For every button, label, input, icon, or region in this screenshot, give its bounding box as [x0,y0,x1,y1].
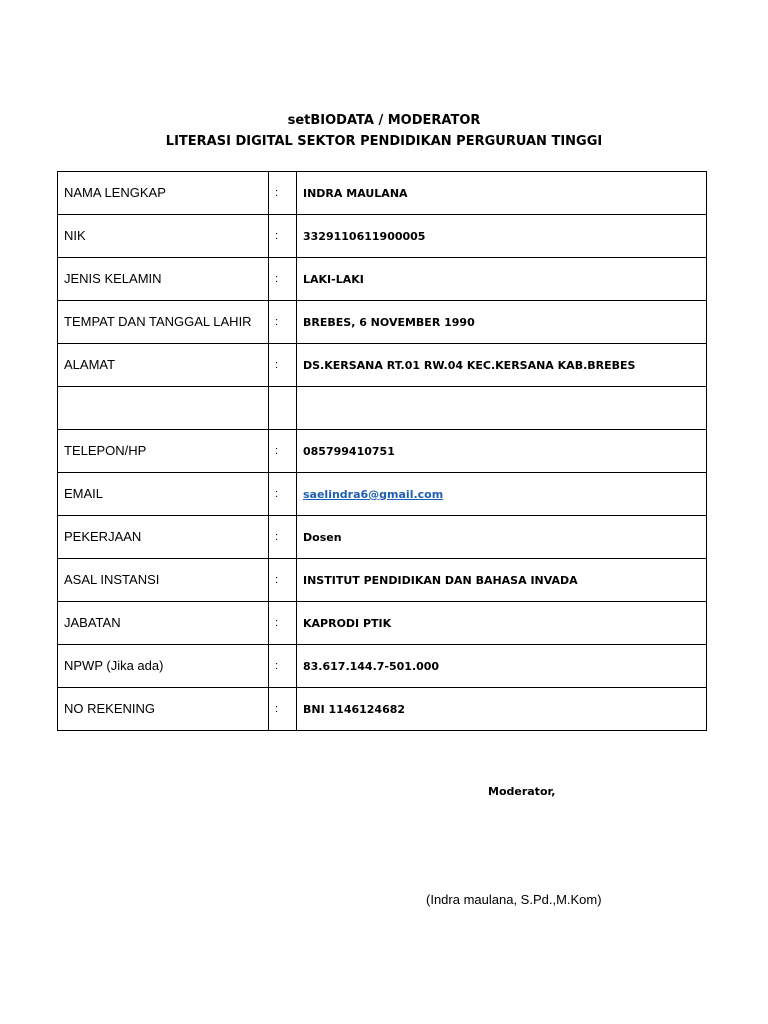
row-colon: : [269,215,297,258]
table-row-alamat [58,344,707,387]
table-row-empty [58,387,707,430]
row-label: NO REKENING [58,688,269,731]
row-colon: : [269,258,297,301]
row-value [297,387,707,430]
title-line-2: LITERASI DIGITAL SEKTOR PENDIDIKAN PERGURUAN TINGGI [165,134,603,149]
row-colon-empty [269,387,297,430]
row-colon: : [269,516,297,559]
row-label: NIK [58,215,269,258]
email-link[interactable]: saelindra6@gmail.com [303,487,444,501]
row-value: INSTITUT PENDIDIKAN DAN BAHASA INVADA [297,559,707,602]
row-label: TEMPAT DAN TANGGAL LAHIR [58,301,269,344]
table-row-jenis-kelamin [58,258,707,301]
row-label: TELEPON/HP [58,430,269,473]
row-colon: : [269,344,297,387]
row-label [58,387,269,430]
row-label: NAMA LENGKAP [58,172,269,215]
table-row-jabatan [58,602,707,645]
row-value: Dosen [297,516,707,559]
row-value: KAPRODI PTIK [297,602,707,645]
row-colon: : [269,301,297,344]
table-row-tempat-tanggal-lahir [58,301,707,344]
table-row-email [58,473,707,516]
row-value: BNI 1146124682 [297,688,707,731]
row-value: BREBES, 6 NOVEMBER 1990 [297,301,707,344]
row-value: 3329110611900005 [297,215,707,258]
row-label: PEKERJAAN [58,516,269,559]
table-row-telepon [58,430,707,473]
row-colon: : [269,172,297,215]
table-row-pekerjaan [58,516,707,559]
table-row-npwp [58,645,707,688]
table-row-nik [58,215,707,258]
row-colon: : [269,602,297,645]
row-label: JABATAN [58,602,269,645]
row-value [297,473,707,516]
row-value: LAKI-LAKI [297,258,707,301]
row-label: ASAL INSTANSI [58,559,269,602]
table-row-no-rekening [58,688,707,731]
row-colon: : [269,645,297,688]
title-line-1: setBIODATA / MODERATOR [287,113,481,128]
row-colon: : [269,559,297,602]
row-label: EMAIL [58,473,269,516]
row-label: ALAMAT [58,344,269,387]
row-label: JENIS KELAMIN [58,258,269,301]
biodata-table [57,171,707,731]
row-colon: : [269,473,297,516]
signature-name: (Indra maulana, S.Pd.,M.Kom) [426,892,602,907]
moderator-label: Moderator, [488,785,556,798]
row-value: 83.617.144.7-501.000 [297,645,707,688]
row-colon: : [269,430,297,473]
document-title [0,110,768,152]
row-value: DS.KERSANA RT.01 RW.04 KEC.KERSANA KAB.BREBES [297,344,707,387]
row-label: NPWP (Jika ada) [58,645,269,688]
row-value: INDRA MAULANA [297,172,707,215]
row-value: 085799410751 [297,430,707,473]
table-row-asal-instansi [58,559,707,602]
row-colon: : [269,688,297,731]
table-row-nama-lengkap [58,172,707,215]
